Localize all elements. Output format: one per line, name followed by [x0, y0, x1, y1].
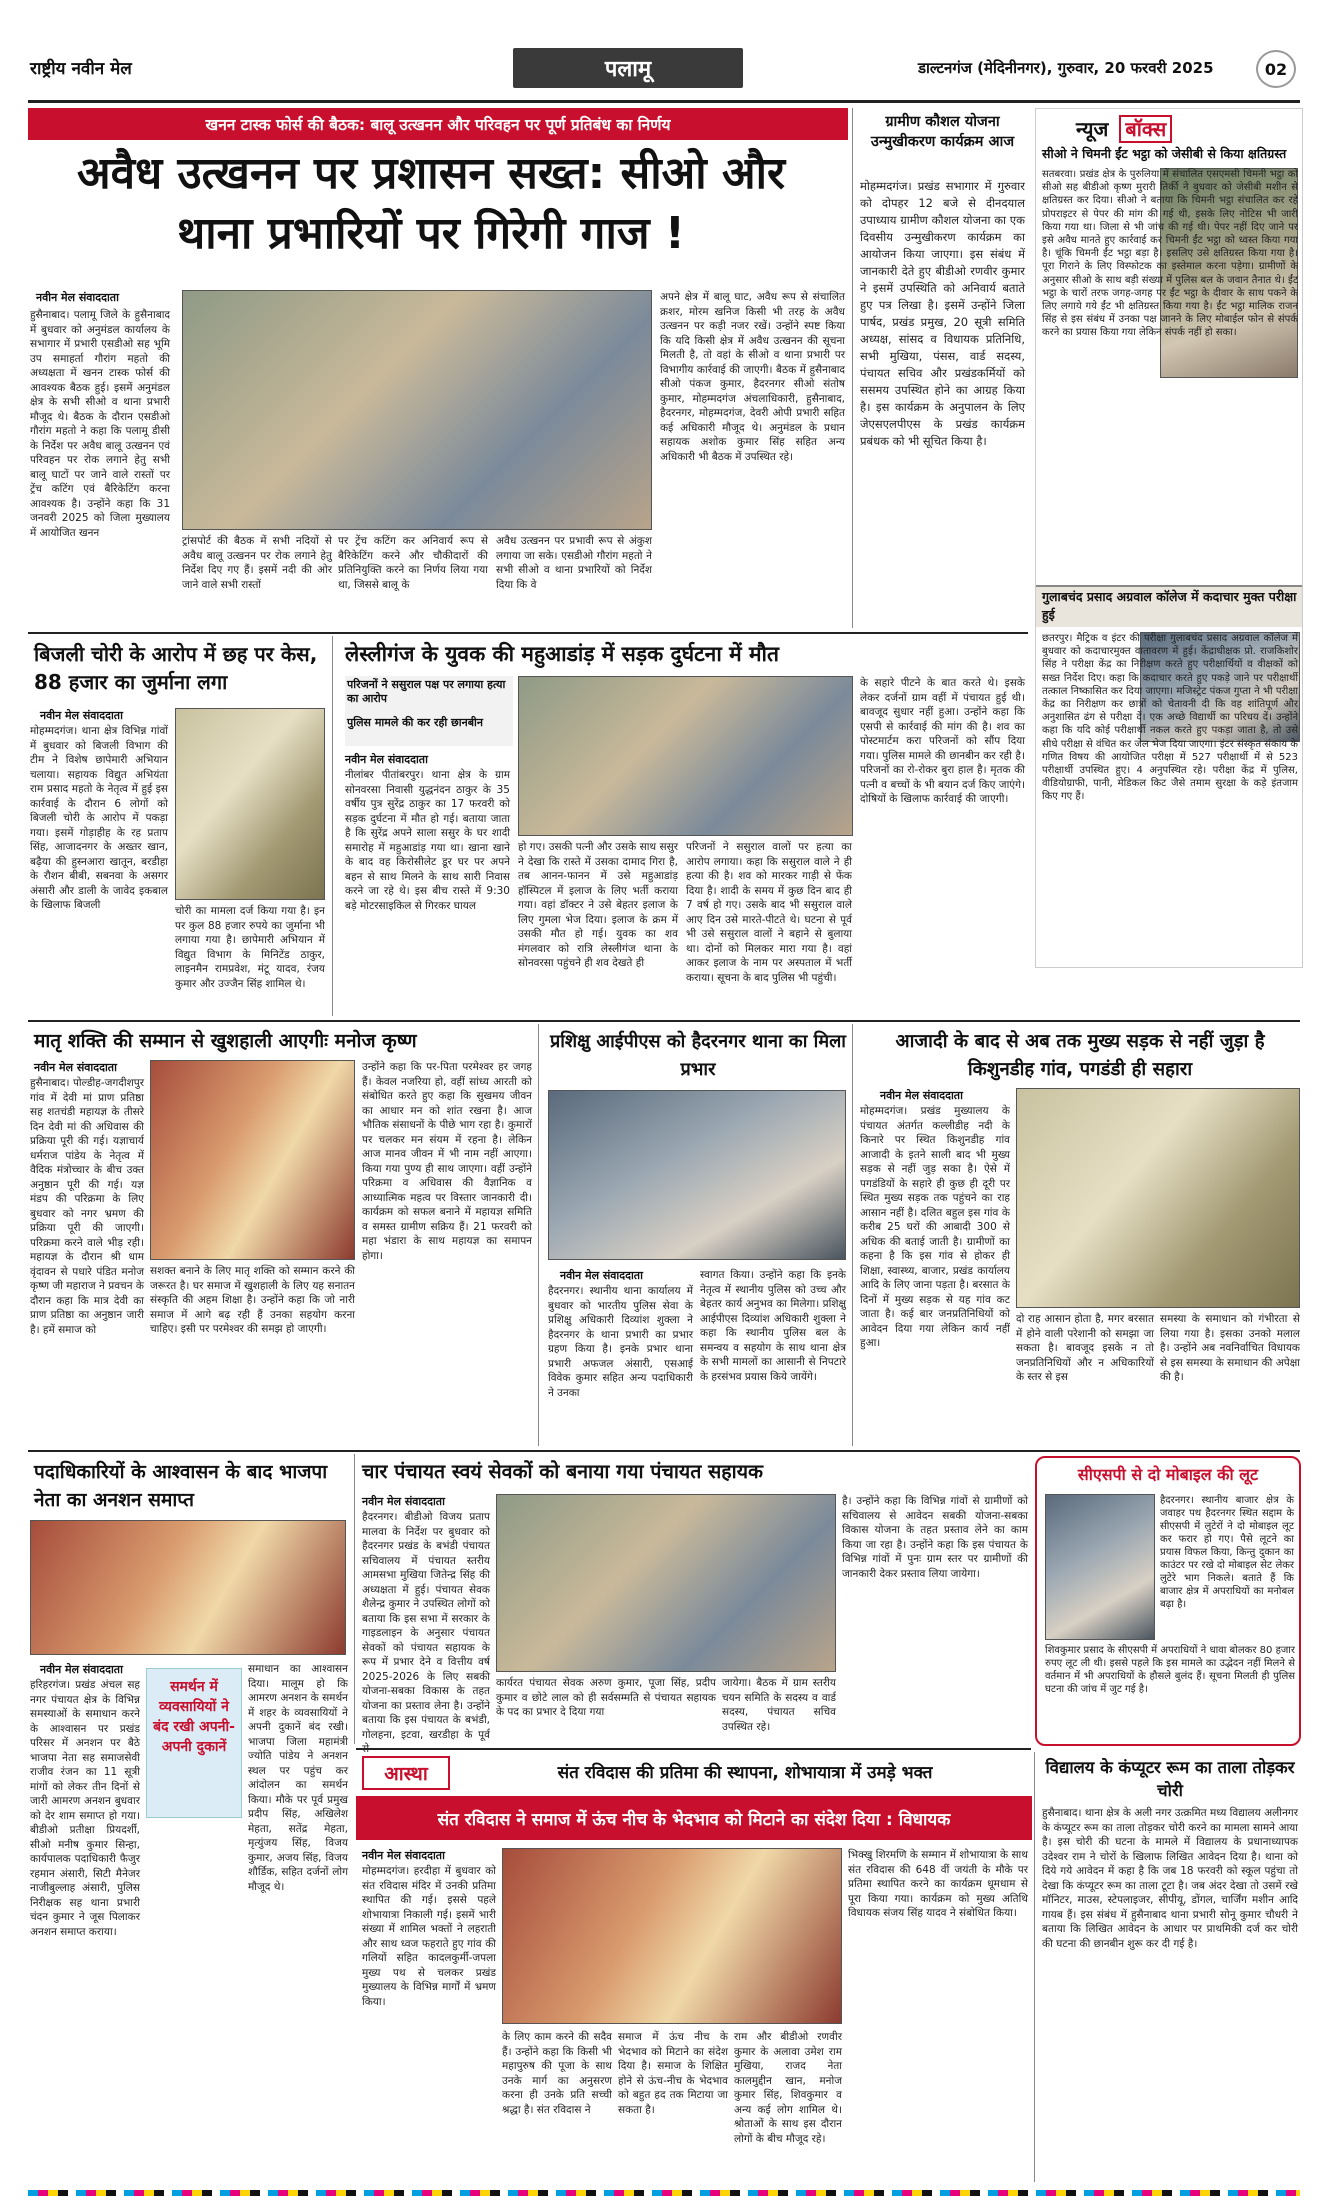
print-registration-bar	[28, 2188, 1300, 2198]
panchayat-col4: है। उन्होंने कहा कि विभिन्न गांवों से ग्रामीणों को सचिवालय से आवेदन सबकी योजना-सबका विकास योजना के तहत प्रस्ताव लेने का काम किया जा रहा है। उन्होंने कहा कि इस पंचायत के विभिन्न गांवों में पुनः ग्राम स्तर पर ग्रामीणों की जानकारी देकर प्रस्ताव लिया जायेगा।	[842, 1495, 1028, 1580]
ravidas-headline: संत रविदास ने समाज में ऊंच नीच के भेदभाव को मिटाने का संदेश दिया : विधायक	[437, 1809, 951, 1830]
divider	[1034, 1752, 1035, 2182]
lead-col3: पर ट्रेंच कटिंग कर अनिवार्य रूप से बैरिकेटिंग करने और चौकीदारों की प्रतिनियुक्ति करने का निर्णय लिया गया था, जिससे बालू के	[338, 535, 488, 591]
matri-col2: सशक्त बनाने के लिए मातृ शक्ति को सम्मान करने की जरूरत है। घर समाज में खुशहाली के लिए यह सनातन संस्कृति की अहम शिक्षा है। उन्होंने कहा कि जो नारी समाज में आगे बढ़ रही हैं उनका सहयोग करना चाहिए। इसी पर परमेश्वर की समझ हो जाएगी।	[150, 1265, 355, 1335]
divider	[852, 1024, 853, 1446]
newsbox-item1-headline: सीओ ने चिमनी ईंट भट्ठा को जेसीबी से किया क्षतिग्रस्त	[1042, 146, 1287, 161]
vidyalaya-body: हुसैनाबाद। थाना क्षेत्र के अली नगर उत्क्रमित मध्य विद्यालय अलीनगर के कंप्यूटर रूम का ताला तोड़कर चोरी करने का मामला सामने आया है। इस चोरी की घटना के मामले में विद्यालय के प्रधानाध्यापक उदेश्वर राम ने चोरों के खिलाफ लिखित आवेदन दिया है। थाना को दिये गये आवेदन में कहा है कि जब 18 फरवरी को स्कूल पहुंचा तो देखा कि कंप्यूटर रूम का ताला टूटा है। जब अंदर देखा तो उसमें रखे मॉनिटर, माउस, स्टेपलाइजर, सीपीयू, डोंगल, चार्जिंग मशीन आदि गायब हैं। इस संबंध में हुसैनाबाद थाना प्रभारी सोनू कुमार चौधरी ने बताया कि लिखित आवेदन के आधार पर प्राथमिकी दर्ज कर चोरी की घटना की छानबीन शुरू कर दी गई है।	[1042, 1807, 1298, 1950]
masthead-rule	[28, 100, 1300, 103]
matri-byline: नवीन मेल संवाददाता	[34, 1061, 117, 1074]
newsbox-item1-body: सतबरवा। प्रखंड क्षेत्र के पुरुलिया में संचालित एसएमसी चिमनी भट्ठा को सीओ सह बीडीओ कृष्ण मुरारी तिर्की ने बुधवार को जेसीबी मशीन से क्षतिग्रस्त कर दिया। सीओ ने बताया कि चिमनी भट्ठा संचालित कर रहे प्रोपराइटर से पेपर की मांग की गई थी, इसके लिए नोटिस भी जारी किया गया था। जिला से भी जांच की गई थी। पेपर नहीं दिए जाने पर इसे अवैध मानते हुए कार्रवाई कर चिमनी ईंट भट्ठा को ध्वस्त किया गया है। चूंकि चिमनी ईंट भट्ठा बड़ा है। इसलिए उसे क्षतिग्रस्त किया गया है। पूरा गिराने के लिए विस्फोटक का इस्तेमाल करना पड़ेगा। ग्रामीणों के अनुसार सीओ के साथ बड़ी संख्या में पुलिस बल के जवान तैनात थे। ईंट भट्ठा के चारों तरफ जगह-जगह पर ईंट भट्ठा के दीवार के साथ पकने के लिए लगाये गये ईंट भी क्षतिग्रस्त किया गया है। ईंट भट्ठा मालिक राजन सिंह से इस संबंध में उनका पक्ष जानने के लिए मोबाईल फोन से संपर्क करने का प्रयास किया गया लेकिन संपर्क नहीं हो सका।	[1042, 169, 1298, 339]
anshan-headline: पदाधिकारियों के आश्वासन के बाद भाजपा नेता का अनशन समाप्त	[34, 1461, 328, 1511]
panchayat-col3: जायेगा। बैठक में ग्राम स्तरीय चयन समिति के सदस्य व वार्ड सदस्य, पंचायत सचिव उपस्थित रहे।	[722, 1677, 836, 1733]
newsbox-item2-body: छतरपुर। मैट्रिक व इंटर की परीक्षा गुलाबचंद प्रसाद अग्रवाल कॉलेज में बुधवार को कदाचारमुक्त वातावरण में हुई। केंद्राधीक्षक प्रो. राजकिशोर सिंह ने परीक्षा केंद्र का निरीक्षण करते हुए परीक्षार्थियों व वीक्षकों को सख्त निर्देश दिए। कहा कि कदाचार करते हुए पकड़े जाने पर परीक्षार्थी तत्काल निष्कासित कर दिया जाएगा। मजिस्ट्रेट पंकज गुप्ता ने भी परीक्षा केंद्र का निरीक्षण कर छात्रों को चेतावनी दी कि वह शांतिपूर्ण और अनुशासित ढंग से परीक्षा दें। एक अच्छे विद्यार्थी का परिचय दें। उन्होंने कहा कि यदि कोई परीक्षार्थी नकल करते हुए पकड़ा जाता है, तो उसे सीधे परीक्षा से वंचित कर जेल भेज दिया जाएगा। इंटर संस्कृत संकाय के गणित विषय की आयोजित परीक्षा में 527 परीक्षार्थी में से 523 परीक्षार्थी उपस्थित हुए। 4 अनुपस्थित रहे। परीक्षा केंद्र में पुलिस, वीडियोग्राफी, पानी, मेडिकल किट जैसे तमाम सुरक्षा के कड़े इंतजाम किए गए हैं।	[1042, 633, 1298, 803]
divider	[538, 1024, 539, 1446]
mobile-theft-photo	[1045, 1494, 1155, 1640]
vidyalaya-headline: विद्यालय के कंप्यूटर रूम का ताला तोड़कर चोरी	[1045, 1758, 1295, 1800]
matri-photo	[150, 1060, 355, 1260]
gramin-headline: ग्रामीण कौशल योजना उन्मुखीकरण कार्यक्रम आज	[870, 114, 1015, 150]
lesliganj-byline: नवीन मेल संवाददाता	[345, 753, 428, 766]
lead-photo	[182, 290, 652, 530]
masthead	[28, 44, 1300, 96]
anshan-col2: समाधान का आश्वासन दिया। मालूम हो कि आमरण अनशन के समर्थन में शहर के व्यवसायियों ने अपनी दुकानें बंद रखी। भाजपा जिला महामंत्री ज्योति पांडेय ने अनशन स्थल पर पहुंच कर आंदोलन का समर्थन किया। मौके पर पूर्व प्रमुख प्रदीप सिंह, अखिलेश मेहता, सतेंद्र मेहता, मृत्युंजय सिंह, विजय कुमार, अजय सिंह, विजय शौर्डिक, सहित दर्जनों लोग मौजूद थे।	[248, 1663, 348, 1893]
azadi-col3: समस्या के समाधान को गंभीरता से लिया गया है। इसका उनको मलाल है। उन्होंने अब नवनिर्वाचित विधायक से इस समस्या के समाधान की अपेक्षा की है।	[1160, 1313, 1300, 1383]
ravidas-col3: के लिए काम करने की सदैव हैं। उन्होंने कहा कि किसी भी महापुरुष की पूजा के साथ उनके मार्ग का अनुसरण करना ही उनके प्रति सच्ची श्रद्धा है। संत रविदास ने	[502, 2031, 612, 2116]
lead-col5: अपने क्षेत्र में बालू घाट, अवैध रूप से संचालित क्रशर, मोरम खनिज किसी भी तरह के अवैध उत्खनन पर कड़ी नजर रखें। उन्होंने स्पष्ट किया कि यदि किसी क्षेत्र में अवैध उत्खनन की सूचना मिलती है, तो वहां के सीओ व थाना प्रभारी पर विभागीय कार्रवाई की जाएगी। बैठक में हुसैनाबाद सीओ पंकज कुमार, हैदरनगर सीओ संतोष कुमार, मोहम्मदगंज अंचलाधिकारी, हुसैनाबाद, हैदरनगर, मोहम्मदगंज, देवरी ओपी प्रभारी सहित कई अधिकारी मौजूद थे। अनुमंडल के प्रधान सहायक अशोक कुमार सिंह सहित अन्य अधिकारी भी बैठक में उपस्थित रहे।	[660, 291, 845, 463]
anshan-col1: हरिहरगंज। प्रखंड अंचल सह नगर पंचायत क्षेत्र के विभिन्न समस्याओं के समाधान करने के आश्वासन पर प्रखंड परिसर में अनशन पर बैठे भाजपा नेता सह समाजसेवी राजीव रंजन का 11 सूत्री मांगों को लेकर तीन दिनों से जारी आमरण अनशन बुधवार को देर शाम समाप्त हो गया। बीडीओ प्रतीक्षा प्रियदर्शी, सीओ मनीष कुमार सिन्हा, कार्यपालक पदाधिकारी फैजुर रहमान अंसारी, सिटी मैनेजर नाजीबुल्लाह अंसारी, पुलिस निरीक्षक सह थाना प्रभारी चंदन कुमार ने जूस पिलाकर अनशन समाप्त कराया।	[30, 1679, 140, 1938]
ravidas-kicker: संत रविदास की प्रतिमा की स्थापना, शोभायात्रा में उमड़े भक्त	[557, 1763, 933, 1783]
azadi-headline: आजादी के बाद से अब तक मुख्य सड़क से नहीं जुड़ा है किशुनडीह गांव, पगडंडी ही सहारा	[895, 1031, 1265, 1080]
lesliganj-col2: हो गए। उसकी पत्नी और उसके साथ ससुर ने देखा कि रास्ते में उसका दामाद गिरा है, तब आनन-फानन में उसे महुआडांड़ हॉस्पिटल में इलाज के लिए भर्ती कराया गया। वहां डॉक्टर ने उसे बेहतर इलाज के लिए गुमला भेज दिया। इलाज के क्रम में उसकी मौत हो गई। युवक का शव मंगलवार को रात्रि लेस्लीगंज थाना के सोनवरसा पहुंचने ही शव देखते ही	[518, 841, 678, 969]
paper-name: राष्ट्रीय नवीन मेल	[30, 59, 132, 79]
lead-kicker: खनन टास्क फोर्स की बैठक: बालू उत्खनन और परिवहन पर पूर्ण प्रतिबंध का निर्णय	[205, 116, 671, 134]
bijli-byline: नवीन मेल संवाददाता	[40, 709, 123, 722]
section-rule	[28, 632, 1028, 634]
lead-col1: हुसैनाबाद। पलामू जिले के हुसैनाबाद में बुधवार को अनुमंडल कार्यालय के सभागार में प्रभारी एसडीओ सह भूमि उप समाहर्ता गौरांग महतो की अध्यक्षता में खनन टास्क फोर्स की आवश्यक बैठक हुई। इसमें अनुमंडल क्षेत्र के सभी सीओ व थाना प्रभारी मौजूद थे। बैठक के दौरान एसडीओ गौरांग महतो ने कहा कि पलामू डीसी के निर्देश पर अवैध बालू उत्खनन एवं परिवहन पर रोक लगाने हेतु सभी बालू घाटों पर जाने वाले रास्तों पर ट्रेंच कटिंग एवं बैरिकेटिंग करना आवश्यक है। उन्होंने कहा कि 31 जनवरी 2025 को जिला मुख्यालय में आयोजित खनन	[30, 309, 170, 539]
lesliganj-col1: नीलांबर पीतांबरपुर। थाना क्षेत्र के ग्राम सोनवरसा निवासी युद्धनंदन ठाकुर के 35 वर्षीय पुत्र सुरेंद्र ठाकुर का 17 फरवरी को सड़क दुर्घटना में मौत हो गई। बताया जाता है कि सुरेंद्र अपने साला ससुर के घर शादी समारोह में महुआडांड़ गया था। खाना खाने के बाद वह किरोसीलेट डूर घर पर अपने बहन से साथ मिलने के साथ सारी निवास करने जा रहे थे। इस बीच रास्ते में 9:30 बड़े मोटरसाइकिल से गिरकर घायल	[345, 769, 510, 912]
lesliganj-col4: के सहारे पीटने के बात करते थे। इसके लेकर दर्जनों ग्राम वहीं में पंचायत हुई थी। बावजूद सुधार नहीं हुआ। उन्होंने कहा कि एसपी से कार्रवाई की मांग की है। शव का पोस्टमार्टम करा परिजनों को सौंप दिया गया। पुलिस मामले की छानबीन कर रही है। परिजनों का रो-रोकर बुरा हाल है। मृतक की पत्नी व बच्चों के भी बयान दर्ज किए जाएंगे। दोषियों के खिलाफ कार्रवाई की जाएगी।	[860, 677, 1025, 805]
newsbox-label1: न्यूज	[1076, 117, 1109, 141]
lesliganj-bullets	[345, 676, 513, 746]
bijli-headline: बिजली चोरी के आरोप में छह पर केस, 88 हजार का जुर्माना लगा	[34, 642, 318, 694]
ravidas-col5: राम और बीडीओ रणवीर कुमार के अलावा उमेश राम मुखिया, राजद नेता कालमुद्दीन खान, मनोज कुमार सिंह, शिवकुमार व अन्य कई लोग शामिल थे। श्रोताओं के साथ इस दौरान लोगों के बीच मौजूद रहे।	[734, 2031, 842, 2145]
ravidas-label	[362, 1756, 450, 1790]
panchayat-headline: चार पंचायत स्वयं सेवकों को बनाया गया पंचायत सहायक	[362, 1460, 763, 1483]
lead-byline: नवीन मेल संवाददाता	[36, 291, 119, 304]
ravidas-col1: मोहम्मदगंज। हरदीहा में बुधवार को संत रविदास मंदिर में उनकी प्रतिमा स्थापित की गई। इससे पहले शोभायात्रा निकाली गई। इसमें भारी संख्या में शामिल भक्तों ने लहराती और साथ ध्वज फहराते हुए गांव की गलियों सहित कादलकुर्मी-जपला मुख्य पथ से चलकर प्रखंड मुख्यालय के विभिन्न मार्गों में भ्रमण किया।	[362, 1865, 496, 2008]
lesliganj-bullet1: परिजनों ने ससुराल पक्ष पर लगाया हत्या का आरोप	[347, 678, 506, 705]
csp-col2: शिवकुमार प्रसाद के सीएसपी में अपराधियों ने धावा बोलकर 80 हजार रुपए लूट ली थी। इससे पहले कि इस मामले का उद्भेदन नहीं मिलने से वर्तमान में भी अपराधियों के हौसले बुलंद हैं। सूचना मिलती ही पुलिस घटना की जांच में जुट गई है।	[1045, 1645, 1295, 1695]
csp-headline: सीएसपी से दो मोबाइल की लूट	[1077, 1465, 1259, 1484]
bijli-col1: मोहम्मदगंज। थाना क्षेत्र विभिन्न गांवों में बुधवार को बिजली विभाग की टीम ने विशेष छापेमारी अभियान चलाया। सहायक विद्युत अभियंता राम प्रसाद महतो के नेतृत्व में हुई इस कार्रवाई के दौरान 6 लोगों को बिजली चोरी के आरोप में पकड़ा गया। इसमें गोड़ाहीह के रह प्रताप सिंह, आजादनगर के अख्तर खान, बढ़ैया की हुस्नआरा खातून, बरडीहा के रौशन बीबी, सबनवा के असगर अंसारी और डाली के जावेद इकबाल के खिलाफ बिजली	[30, 725, 168, 911]
divider	[354, 1454, 355, 1744]
ravidas-headline-band	[356, 1796, 1032, 1840]
matri-headline: मातृ शक्ति की सम्मान से खुशहाली आएगीः मनोज कृष्ण	[34, 1030, 417, 1052]
newsbox-header	[1076, 115, 1172, 142]
ravidas-photo	[502, 1848, 842, 2024]
electric-pole-photo	[175, 708, 325, 900]
lesliganj-headline: लेस्लीगंज के युवक की महुआडांड़ में सड़क दुर्घटना में मौत	[345, 642, 779, 666]
ravidas-byline: नवीन मेल संवाददाता	[362, 1849, 445, 1862]
section-label	[513, 48, 743, 88]
panchayat-byline: नवीन मेल संवाददाता	[362, 1495, 445, 1508]
divider	[852, 108, 853, 628]
village-road-photo	[1016, 1088, 1300, 1308]
ravidas-label-text: आस्था	[384, 1763, 428, 1785]
ips-byline: नवीन मेल संवाददाता	[560, 1269, 643, 1282]
divider	[332, 636, 333, 1016]
panchayat-photo	[496, 1494, 836, 1672]
anshan-pull-quote	[146, 1668, 242, 1818]
gramin-body: मोहम्मदगंज। प्रखंड सभागार में गुरुवार को दोपहर 12 बजे से दीनदयाल उपाध्याय ग्रामीण कौशल योजना का एक दिवसीय उन्मुखीकरण कार्यक्रम का आयोजन किया जाएगा। इस संबंध में जानकारी देते हुए बीडीओ रणवीर कुमार ने इसमें उपस्थिति को अनिवार्य बताते हुए पत्र लिखा है। इसमें उन्होंने जिला पार्षद, प्रखंड प्रमुख, 20 सूत्री समिति अध्यक्ष, सांसद व विधायक प्रतिनिधि, सभी मुखिया, पंसस, वार्ड सदस्य, पंचायत सचिव और प्रखंडकर्मियों को ससमय उपस्थित होने का आग्रह किया है। इस कार्यक्रम के अनुपालन के लिए जेएसएलपीएस के प्रखंड कार्यक्रम प्रबंधक को भी सूचित किया है।	[860, 179, 1025, 448]
bijli-col2: चोरी का मामला दर्ज किया गया है। इन पर कुल 88 हजार रुपये का जुर्माना भी लगाया गया है। छापेमारी अभियान में विद्युत विभाग के मिनिटेंड ठाकुर, लाइनमैन रामप्रवेश, मंटू यादव, रंजय कुमार और उज्जैन सिंह शामिल थे।	[175, 905, 325, 990]
page-number-badge	[1256, 50, 1296, 88]
section-rule	[356, 1748, 1031, 1750]
section-rule	[28, 1450, 1300, 1452]
newsbox-label2: बॉक्स	[1119, 115, 1172, 143]
matri-col3: उन्होंने कहा कि पर-पिता परमेश्वर हर जगह हैं। केवल नजरिया हो, वहीं सांध्य आरती को संबोधित करते हुए कहा कि सुखमय जीवन का आधार मन को शांत रखना है। आज भौतिक संसाधनों के पीछे भाग रहा है। कुमारों पर चलकर मन संयम में रहना है। लेकिन आज मानव जीवन में भी नाम नहीं आएगा। किया गया पुण्य ही साथ जाएगा। वहीं उन्होंने परिक्रमा व अधिवास की वैज्ञानिक व आध्यात्मिक महत्व पर विस्तार जानकारी दी। कार्यक्रम को सफल बनाने में महायज्ञ समिति व समस्त ग्रामीण सक्रिय हैं। 21 फरवरी को महा भंडारा के साथ महायज्ञ का समापन होगा।	[362, 1061, 532, 1262]
anshan-pull-text: समर्थन में व्यवसायियों ने बंद रखी अपनी-अपनी दुकानें	[153, 1679, 235, 1755]
lesliganj-col3: परिजनों ने ससुराल वालों पर हत्या का आरोप लगाया। कहा कि ससुराल वाले ने ही हत्या की है। शव को मारकर गाड़ी से फेंक दिया है। शादी के समय में कुछ दिन बाद ही 7 वर्ष हो गए। उसके बाद भी ससुराल वाले आए दिन उसे मारते-पीटते थे। घटना से पूर्व भी उसे ससुराल वालों ने बहाने से बुलाया था। दोनों को मिलकर मारा गया है। वहां आकर इलाज के नाम पर अस्पताल में भर्ती कराया। सूचना के बाद पुलिस भी पहुंची।	[686, 841, 852, 984]
ips-col1: हैदरनगर। स्थानीय थाना कार्यालय में बुधवार को भारतीय पुलिस सेवा के प्रशिक्षु अधिकारी दिव्यांश शुक्ला ने हैदरनगर के थाना प्रभारी का प्रभार ग्रहण किया है। इनके प्रभार थाना प्रभारी अफजल अंसारी, एसआई विवेक कुमार सहित अन्य पदाधिकारी ने उनका	[548, 1285, 693, 1399]
lesliganj-photo	[518, 676, 853, 836]
lead-caption: ट्रांसपोर्ट की बैठक में सभी नदियों से अवैध बालू उत्खनन पर रोक लगाने हेतु निर्देश दिए गए हैं। इसमें नदी की ओर जाने वाले सभी रास्तों	[182, 535, 332, 591]
panchayat-col1: हैदरनगर। बीडीओ विजय प्रताप मालवा के निर्देश पर बुधवार को हैदरनगर प्रखंड के बभंडी पंचायत सचिवालय में पंचायत स्तरीय आमसभा मुखिया जितेन्द्र सिंह की अध्यक्षता में हुई। पंचायत सेवक शैलेन्द्र कुमार ने उपस्थित लोगों को बताया कि इस सभा में सरकार के गाइडलाइन के अनुसार पंचायत सेवकों को पंचायत सहायक के रूप में प्रभार देने व वित्तीय वर्ष 2025-2026 के लिए सबकी योजना-सबका विकास के तहत योजना का प्रस्ताव लेना है। उन्होंने बताया कि इस पंचायत के बभंडी, गोलहना, इटवा, खरडीहा के पूर्व	[362, 1511, 490, 1741]
page-number: 02	[1264, 59, 1288, 79]
anshan-photo	[30, 1520, 346, 1655]
ravidas-col4: समाज में ऊंच नीच के भेदभाव को मिटाने का संदेश दिया है। समाज के शिक्षित होने से ऊंच-नीच के भेदभाव को बहुत हद तक मिटाया जा सकता है।	[618, 2031, 728, 2116]
ips-col2: स्वागत किया। उन्होंने कहा कि इनके नेतृत्व में स्थानीय पुलिस को उच्च और बेहतर कार्य अनुभव का मिलेगा। प्रशिक्षु आईपीएस दिव्यांश अधिकारी शुक्ला ने कहा कि स्थानीय पुलिस बल के समन्वय व सहयोग के साथ थाना क्षेत्र के सभी मामलों का आसानी से निपटारे के हरसंभव प्रयास किये जायेंगे।	[700, 1269, 846, 1383]
ips-headline: प्रशिक्षु आईपीएस को हैदरनगर थाना का मिला प्रभार	[550, 1031, 846, 1080]
dateline: डाल्टनगंज (मेदिनीनगर), गुरुवार, 20 फरवरी 2025	[918, 59, 1214, 77]
azadi-col1: मोहम्मदगंज। प्रखंड मुख्यालय के पंचायत अंतर्गत कल्लीडीह नदी के किनारे पर स्थित किशुनडीह गांव आजादी के इतने साली बाद भी मुख्य सड़क से नहीं जुड़ सका है। ऐसे में पगडंडियों के सहारे ही कुछ ही दूरी पर स्थित मुख्य सड़क तक पहुंचने का राह आसान नहीं है। दलित बहुल इस गांव के करीब 25 घरों की आबादी 300 से अधिक की बताई जाती है। ग्रामीणों का कहना है कि इस गांव से होकर ही शिक्षा, स्वास्थ्य, बाजार, प्रखंड कार्यालय आदि के लिए जाना पड़ता है। बरसात के दिनों में मुख्य सड़क से यह गांव कट जाता है। कई बार जनप्रतिनिधियों को आवेदन दिया गया लेकिन कार्य नहीं हुआ।	[860, 1105, 1010, 1349]
lead-kicker-band	[28, 108, 848, 140]
panchayat-caption: कार्यरत पंचायत सेवक अरुण कुमार, पूजा सिंह, प्रदीप कुमार व छोटे लाल को ही सर्वसम्मति से पंचायत सहायक के पद का प्रभार दे दिया गया	[496, 1677, 716, 1718]
newsbox-item2-headline: गुलाबचंद प्रसाद अग्रवाल कॉलेज में कदाचार मुक्त परीक्षा हुई	[1042, 589, 1297, 622]
anshan-byline: नवीन मेल संवाददाता	[40, 1663, 123, 1676]
ips-photo	[548, 1090, 846, 1260]
azadi-byline: नवीन मेल संवाददाता	[880, 1089, 963, 1102]
section-rule	[28, 1020, 1300, 1022]
matri-col1: हुसैनाबाद। पोल्डीह-जगदीशपुर गांव में देवी मां प्राण प्रतिष्ठा सह शतचंडी महायज्ञ के तीसरे दिन देवी मां की अधिवास की प्रक्रिया पूरी की गई। यज्ञाचार्य धर्मराज पांडेय के नेतृत्व में वैदिक मंत्रोच्चार के बीच उक्त अनुष्ठान पूरी की गई। यज्ञ मंडप की परिक्रमा के लिए बुधवार को नगर भ्रमण की प्रक्रिया पूरी की जाएगी। परिक्रमा करने वाले भीड़ रही। महायज्ञ के दौरान श्री धाम वृंदावन से पधारे पंडित मनोज कृष्ण जी महाराज ने प्रवचन के दौरान कहा कि मात्र देवी का प्राण प्रतिष्ठा का अनुष्ठान जारी है। हमें समाज को	[30, 1077, 144, 1336]
lead-col4: अवैध उत्खनन पर प्रभावी रूप से अंकुश लगाया जा सके। एसडीओ गौरांग महतो ने सभी सीओ व थाना प्रभारियों को निर्देश दिया कि वे	[496, 535, 652, 591]
lesliganj-bullet2: पुलिस मामले की कर रही छानबीन	[347, 716, 483, 729]
section-title: पलामू	[604, 57, 652, 82]
lead-headline: अवैध उत्खनन पर प्रशासन सख्त: सीओ और थाना प्रभारियों पर गिरेगी गाज !	[77, 148, 785, 259]
csp-col1: हैदरनगर। स्थानीय बाजार क्षेत्र के जवाहर पथ हैदरनगर स्थित सद्दाम के सीएसपी में लुटेरों ने दो मोबाइल लूट कर फरार हो गए। पैसे लूटने का प्रयास विफल किया, किन्तु दुकान का काउंटर पर रखे दो मोबाइल सेट लेकर लुटेरे भाग निकले। बताते हैं कि बाजार क्षेत्र में अपराधियों का मनोबल बढ़ा है।	[1160, 1495, 1294, 1610]
azadi-col2: दो राह आसान होता है, मगर बरसात में होने वाली परेशानी को समझा जा सकता है। बावजूद इसके न तो जनप्रतिनिधियों और न अधिकारियों के स्तर से इस	[1016, 1313, 1154, 1383]
ravidas-col6: भिक्खु शिरमणि के सम्मान में शोभायात्रा के साथ संत रविदास की 648 वीं जयंती के मौके पर प्रतिमा स्थापित करने का कार्यक्रम धूमधाम से पूरा किया गया। कार्यक्रम को मुख्य अतिथि विधायक संजय सिंह यादव ने संबोधित किया।	[848, 1849, 1028, 1919]
